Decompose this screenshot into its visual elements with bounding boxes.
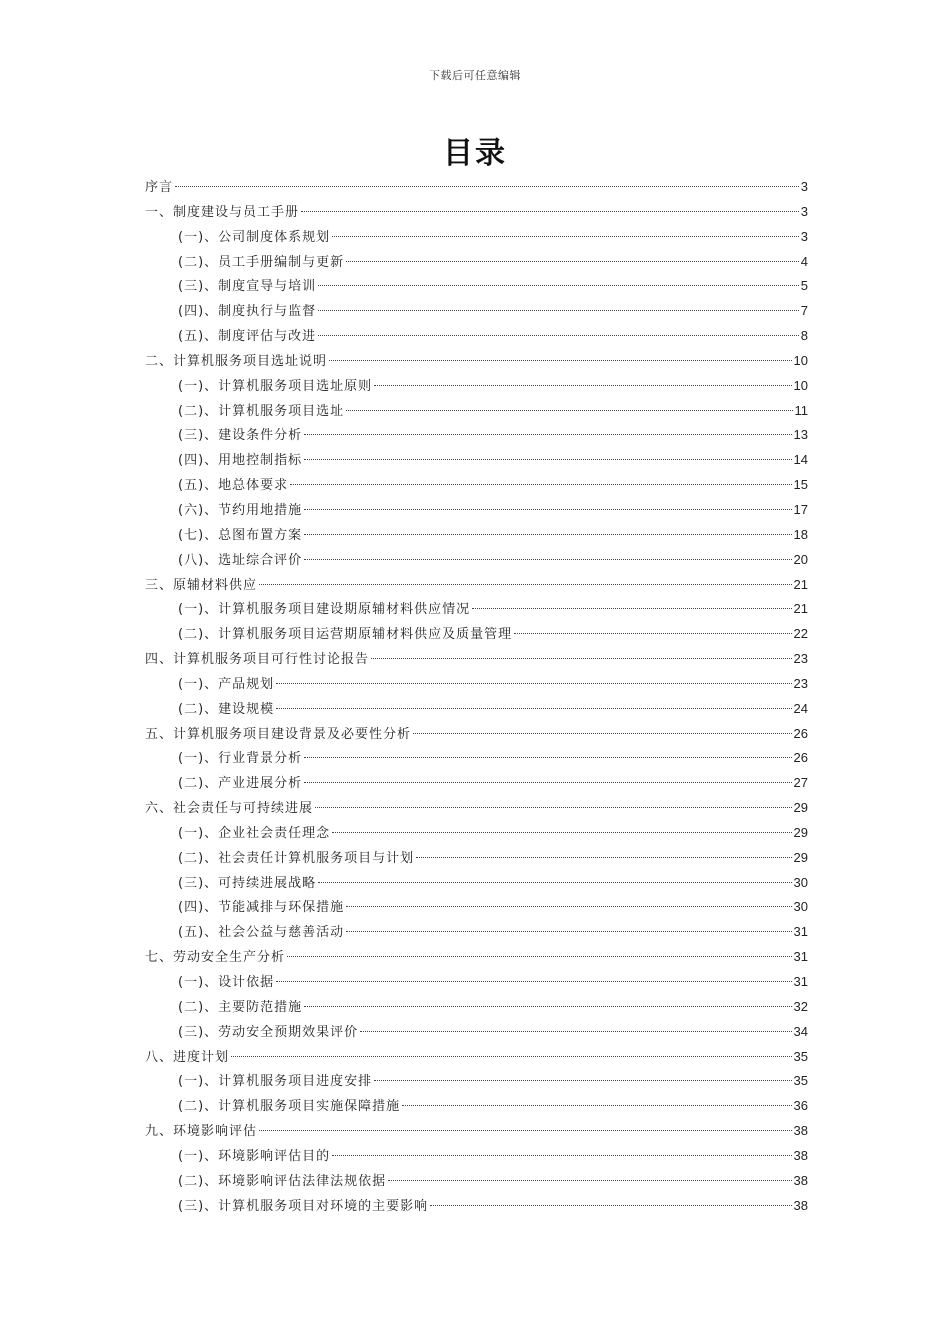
- dot-leader: [416, 857, 791, 858]
- toc-entry-title: (二)、员工手册编制与更新: [178, 254, 345, 270]
- dot-leader: [301, 211, 799, 212]
- toc-page-number: 11: [794, 402, 808, 418]
- toc-entry-title: (七)、总图布置方案: [178, 527, 303, 543]
- dot-leader: [304, 782, 791, 783]
- toc-page-number: 22: [793, 626, 808, 642]
- toc-subentry[interactable]: [145, 672, 808, 697]
- toc-entry-title: (二)、社会责任计算机服务项目与计划: [178, 850, 415, 866]
- toc-subentry[interactable]: [145, 299, 808, 324]
- toc-subentry[interactable]: [145, 697, 808, 722]
- toc-entry-title: (一)、公司制度体系规划: [178, 229, 331, 245]
- toc-entry-title: (五)、制度评估与改进: [178, 329, 317, 345]
- toc-entry-title: 一、制度建设与员工手册: [145, 204, 300, 220]
- table-of-contents: [145, 175, 808, 1218]
- dot-leader: [287, 956, 792, 957]
- toc-entry[interactable]: [145, 200, 808, 225]
- toc-entry[interactable]: [145, 647, 808, 672]
- toc-page-number: 35: [793, 1048, 808, 1064]
- toc-page-number: 26: [793, 725, 808, 741]
- dot-leader: [175, 186, 799, 187]
- toc-subentry[interactable]: [145, 448, 808, 473]
- dot-leader: [402, 1105, 791, 1106]
- toc-entry-title: 四、计算机服务项目可行性讨论报告: [145, 652, 370, 668]
- toc-subentry[interactable]: [145, 771, 808, 796]
- toc-entry[interactable]: [145, 796, 808, 821]
- toc-subentry[interactable]: [145, 871, 808, 896]
- dot-leader: [430, 1205, 791, 1206]
- toc-page-number: 30: [793, 874, 808, 890]
- toc-entry-title: (四)、用地控制指标: [178, 453, 303, 469]
- dot-leader: [259, 584, 792, 585]
- dot-leader: [332, 1155, 791, 1156]
- toc-page-number: 30: [793, 899, 808, 915]
- toc-entry-title: (一)、计算机服务项目建设期原辅材料供应情况: [178, 602, 471, 618]
- toc-entry-title: (三)、建设条件分析: [178, 428, 303, 444]
- toc-entry[interactable]: [145, 945, 808, 970]
- toc-subentry[interactable]: [145, 995, 808, 1020]
- toc-subentry[interactable]: [145, 548, 808, 573]
- toc-entry-title: (八)、选址综合评价: [178, 552, 303, 568]
- toc-subentry[interactable]: [145, 473, 808, 498]
- toc-entry-title: 六、社会责任与可持续进展: [145, 801, 314, 817]
- toc-subentry[interactable]: [145, 895, 808, 920]
- toc-entry-title: 五、计算机服务项目建设背景及必要性分析: [145, 726, 412, 742]
- toc-entry-title: 序言: [145, 180, 174, 195]
- dot-leader: [388, 1180, 791, 1181]
- dot-leader: [318, 310, 799, 311]
- dot-leader: [346, 931, 791, 932]
- toc-entry-title: 三、原辅材料供应: [145, 577, 258, 593]
- dot-leader: [304, 459, 791, 460]
- toc-subentry[interactable]: [145, 225, 808, 250]
- page-header: 下载后可任意编辑: [429, 69, 521, 82]
- dot-leader: [346, 906, 791, 907]
- toc-entry-title: 七、劳动安全生产分析: [145, 950, 286, 966]
- toc-entry-title: (二)、主要防范措施: [178, 999, 303, 1015]
- toc-entry[interactable]: [145, 175, 808, 200]
- toc-subentry[interactable]: [145, 423, 808, 448]
- toc-page-number: 23: [793, 651, 808, 667]
- toc-page-number: 7: [800, 303, 808, 319]
- toc-entry[interactable]: [145, 349, 808, 374]
- dot-leader: [304, 509, 791, 510]
- toc-subentry[interactable]: [145, 1069, 808, 1094]
- dot-leader: [304, 434, 791, 435]
- dot-leader: [374, 385, 791, 386]
- toc-entry-title: (五)、地总体要求: [178, 478, 289, 494]
- toc-entry[interactable]: [145, 573, 808, 598]
- toc-page-number: 8: [800, 328, 808, 344]
- toc-entry-title: (三)、计算机服务项目对环境的主要影响: [178, 1198, 429, 1214]
- toc-page-number: 34: [793, 1023, 808, 1039]
- toc-page-number: 5: [800, 278, 808, 294]
- toc-page-number: 29: [793, 849, 808, 865]
- dot-leader: [374, 1080, 791, 1081]
- toc-entry-title: (二)、计算机服务项目选址: [178, 403, 345, 419]
- toc-entry-title: 九、环境影响评估: [145, 1124, 258, 1140]
- toc-entry[interactable]: [145, 1045, 808, 1070]
- dot-leader: [304, 534, 791, 535]
- dot-leader: [360, 1031, 791, 1032]
- toc-entry-title: (二)、计算机服务项目运营期原辅材料供应及质量管理: [178, 627, 513, 643]
- toc-entry-title: (三)、制度宣导与培训: [178, 279, 317, 295]
- toc-page-number: 4: [800, 253, 808, 269]
- toc-entry-title: (一)、行业背景分析: [178, 751, 303, 767]
- page-title: 目录: [443, 136, 507, 171]
- toc-entry-title: (二)、建设规模: [178, 701, 275, 717]
- toc-entry-title: (四)、节能减排与环保措施: [178, 900, 345, 916]
- toc-entry-title: (一)、环境影响评估目的: [178, 1148, 331, 1164]
- dot-leader: [413, 733, 792, 734]
- toc-subentry[interactable]: [145, 324, 808, 349]
- toc-page-number: 29: [793, 800, 808, 816]
- toc-entry-title: (一)、产品规划: [178, 676, 275, 692]
- toc-entry[interactable]: [145, 722, 808, 747]
- dot-leader: [304, 559, 791, 560]
- toc-entry-title: (一)、计算机服务项目进度安排: [178, 1074, 373, 1090]
- dot-leader: [315, 807, 792, 808]
- toc-subentry[interactable]: [145, 1194, 808, 1219]
- toc-subentry[interactable]: [145, 746, 808, 771]
- toc-page-number: 3: [800, 179, 808, 194]
- toc-entry-title: (四)、制度执行与监督: [178, 304, 317, 320]
- dot-leader: [276, 981, 791, 982]
- toc-entry-title: 二、计算机服务项目选址说明: [145, 353, 328, 369]
- toc-entry-title: (二)、环境影响评估法律法规依据: [178, 1173, 387, 1189]
- toc-entry-title: 八、进度计划: [145, 1049, 230, 1065]
- toc-subentry[interactable]: [145, 920, 808, 945]
- toc-subentry[interactable]: [145, 821, 808, 846]
- toc-entry-title: (二)、计算机服务项目实施保障措施: [178, 1099, 401, 1115]
- dot-leader: [290, 484, 791, 485]
- toc-subentry[interactable]: [145, 1169, 808, 1194]
- toc-page-number: 21: [793, 601, 808, 617]
- toc-subentry[interactable]: [145, 498, 808, 523]
- toc-subentry[interactable]: [145, 250, 808, 275]
- toc-page-number: 23: [793, 675, 808, 691]
- toc-page-number: 32: [793, 998, 808, 1014]
- toc-subentry[interactable]: [145, 597, 808, 622]
- dot-leader: [371, 658, 792, 659]
- toc-subentry[interactable]: [145, 1144, 808, 1169]
- toc-page-number: 20: [793, 551, 808, 567]
- dot-leader: [259, 1130, 792, 1131]
- toc-page-number: 21: [793, 576, 808, 592]
- dot-leader: [318, 335, 799, 336]
- toc-entry-title: (一)、企业社会责任理念: [178, 825, 331, 841]
- toc-page-number: 3: [800, 228, 808, 244]
- toc-subentry[interactable]: [145, 622, 808, 647]
- toc-page-number: 10: [793, 377, 808, 393]
- toc-entry-title: (一)、设计依据: [178, 975, 275, 990]
- toc-page-number: 18: [793, 526, 808, 542]
- dot-leader: [304, 1006, 791, 1007]
- dot-leader: [472, 608, 791, 609]
- toc-subentry[interactable]: [145, 1094, 808, 1119]
- toc-page-number: 36: [793, 1098, 808, 1114]
- toc-page-number: 24: [793, 700, 808, 716]
- toc-page-number: 35: [793, 1073, 808, 1089]
- toc-page-number: 27: [793, 775, 808, 791]
- dot-leader: [514, 633, 791, 634]
- toc-page-number: 31: [793, 974, 808, 989]
- toc-subentry[interactable]: [145, 523, 808, 548]
- dot-leader: [332, 832, 791, 833]
- toc-subentry[interactable]: [145, 374, 808, 399]
- toc-subentry[interactable]: [145, 970, 808, 995]
- toc-entry-title: (二)、产业进展分析: [178, 776, 303, 792]
- dot-leader: [276, 683, 791, 684]
- dot-leader: [346, 261, 799, 262]
- toc-entry-title: (六)、节约用地措施: [178, 502, 303, 518]
- toc-entry[interactable]: [145, 1119, 808, 1144]
- toc-page-number: 13: [793, 427, 808, 443]
- dot-leader: [318, 285, 799, 286]
- toc-page-number: 31: [793, 949, 808, 965]
- toc-entry-title: (三)、可持续进展战略: [178, 875, 317, 891]
- toc-page-number: 10: [793, 352, 808, 368]
- toc-page-number: 38: [793, 1147, 808, 1163]
- toc-subentry[interactable]: [145, 1020, 808, 1045]
- toc-entry-title: (一)、计算机服务项目选址原则: [178, 378, 373, 394]
- toc-page-number: 29: [793, 824, 808, 840]
- toc-page-number: 31: [793, 924, 808, 940]
- toc-subentry[interactable]: [145, 399, 808, 424]
- toc-entry-title: (三)、劳动安全预期效果评价: [178, 1024, 359, 1040]
- toc-page-number: 38: [793, 1172, 808, 1188]
- toc-subentry[interactable]: [145, 846, 808, 871]
- dot-leader: [329, 360, 792, 361]
- dot-leader: [304, 757, 791, 758]
- dot-leader: [318, 882, 791, 883]
- dot-leader: [231, 1056, 792, 1057]
- toc-subentry[interactable]: [145, 274, 808, 299]
- toc-page-number: 38: [793, 1197, 808, 1213]
- toc-page-number: 38: [793, 1123, 808, 1139]
- toc-page-number: 3: [800, 203, 808, 219]
- toc-page-number: 15: [793, 477, 808, 493]
- dot-leader: [276, 708, 791, 709]
- toc-page-number: 17: [793, 501, 808, 517]
- toc-page-number: 26: [793, 750, 808, 766]
- dot-leader: [332, 236, 799, 237]
- dot-leader: [346, 410, 792, 411]
- toc-page-number: 14: [793, 452, 808, 468]
- toc-entry-title: (五)、社会公益与慈善活动: [178, 925, 345, 941]
